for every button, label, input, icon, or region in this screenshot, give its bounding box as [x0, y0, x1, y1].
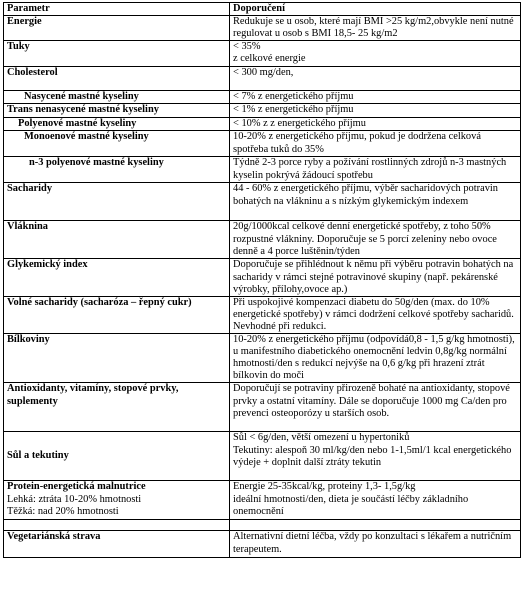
- table-row: [4, 104, 521, 118]
- value-cell: Při uspokojivé kompenzaci diabetu do 50g/den (max. do 10% energetické spotřeby) v rámci dodržení celkové spotřeby sacharidů. Nevhodné při redukci.: [230, 296, 521, 333]
- param-cell: Sůl a tekutiny: [4, 432, 230, 481]
- param-cell: Vláknina: [4, 221, 230, 259]
- param-subline-light: Lehká: ztráta 10-20% hmotnosti: [7, 493, 142, 505]
- table-row: [4, 118, 521, 131]
- header-doporuceni: Doporučení: [230, 3, 521, 16]
- value-cell: < 7% z energetického příjmu: [230, 91, 521, 104]
- table-row: [4, 531, 521, 558]
- param-cell: Vegetariánská strava: [4, 531, 230, 558]
- value-cell: Sůl < 6g/den, větší omezení u hypertoniků Tekutiny: alespoň 30 ml/kg/den nebo 1-1,5ml/1 kcal energetického výdeje + doplnit další ztráty tekutin: [230, 432, 521, 481]
- table-row: [4, 296, 521, 333]
- value-cell: 20g/1000kcal celkové denní energetické spotřeby, z toho 50% rozpustné vlákniny. Doporučuje se 5 porcí zeleniny nebo ovoce denně a 4 porce luštěnin/týden: [230, 221, 521, 259]
- table-row-spacer: [4, 520, 521, 531]
- table-row: [4, 221, 521, 259]
- table-row: [4, 383, 521, 432]
- value-cell: Týdně 2-3 porce ryby a požívání rostlinných zdrojů n-3 mastných kyselin pokrývá žádoucí spotřebu: [230, 157, 521, 183]
- value-cell: Energie 25-35kcal/kg, proteiny 1,3- 1,5g/kg ideální hmotnosti/den, dieta je součástí léčby základního onemocnění: [230, 481, 521, 520]
- param-cell: n-3 polyenové mastné kyseliny: [4, 157, 230, 183]
- value-cell: < 1% z energetického příjmu: [230, 104, 521, 118]
- table-row: [4, 41, 521, 67]
- table-row: [4, 131, 521, 157]
- value-cell: Redukuje se u osob, které mají BMI >25 kg/m2,obvykle není nutné regulovat u osob s BMI 18,5- 25 kg/m2: [230, 16, 521, 41]
- param-cell: Volné sacharidy (sacharóza – řepný cukr): [4, 296, 230, 333]
- value-cell: < 35% z celkové energie: [230, 41, 521, 67]
- table-row: [4, 481, 521, 520]
- table-row: [4, 432, 521, 481]
- param-subline-severe: Těžká: nad 20% hmotnosti: [7, 505, 119, 517]
- param-cell: Tuky: [4, 41, 230, 67]
- param-cell: Cholesterol: [4, 67, 230, 91]
- table-row: [4, 259, 521, 296]
- param-cell: Glykemický index: [4, 259, 230, 296]
- param-cell: Trans nenasycené mastné kyseliny: [4, 104, 230, 118]
- value-cell: Alternativní dietní léčba, vždy po konzultaci s lékařem a nutričním terapeutem.: [230, 531, 521, 558]
- table-row: [4, 334, 521, 383]
- nutrition-recommendations-table: [3, 2, 521, 558]
- param-cell: Energie: [4, 16, 230, 41]
- table-row: [4, 183, 521, 221]
- value-cell: 44 - 60% z energetického příjmu, výběr sacharidových potravin bohatých na vlákninu a s nízkým glykemickým indexem: [230, 183, 521, 221]
- param-cell: Antioxidanty, vitamíny, stopové prvky, suplementy: [4, 383, 230, 432]
- spacer-cell: [230, 520, 521, 531]
- value-cell: Doporučuje se přihlédnout k němu při výběru potravin bohatých na sacharidy v rámci stejné potravinové skupiny (např. pekárenské výrobky, přílohy,ovoce ap.): [230, 259, 521, 296]
- value-cell: < 300 mg/den,: [230, 67, 521, 91]
- value-cell: Doporučují se potraviny přirozeně bohaté na antioxidanty, stopové prvky a ostatní vitamíny. Dále se doporučuje 1000 mg Ca/den pro prevenci osteoporózy u starších osob.: [230, 383, 521, 432]
- param-cell: Monoenové mastné kyseliny: [4, 131, 230, 157]
- param-cell: Nasycené mastné kyseliny: [4, 91, 230, 104]
- value-cell: 10-20% z energetického příjmu (odpovídá0,8 - 1,5 g/kg hmotnosti), u manifestního diabetického onemocnění ledvin 0,8g/kg normální hmotnosti/den s redukcí nejvýše na 0,6 g/kg při hrazení ztrát bílkovin do moči: [230, 334, 521, 383]
- value-cell: 10-20% z energetického příjmu, pokud je dodržena celková spotřeba tuků do 35%: [230, 131, 521, 157]
- table-row: [4, 67, 521, 91]
- table-row: [4, 16, 521, 41]
- param-cell: Sacharidy: [4, 183, 230, 221]
- table-header-row: [4, 3, 521, 16]
- value-cell: < 10% z z energetického příjmu: [230, 118, 521, 131]
- header-parametr: Parametr: [4, 3, 230, 16]
- table-row: [4, 157, 521, 183]
- param-cell: [4, 481, 230, 520]
- table-row: [4, 91, 521, 104]
- param-title: Protein-energetická malnutrice: [7, 481, 146, 493]
- spacer-cell: [4, 520, 230, 531]
- param-cell: Bílkoviny: [4, 334, 230, 383]
- param-cell: Polyenové mastné kyseliny: [4, 118, 230, 131]
